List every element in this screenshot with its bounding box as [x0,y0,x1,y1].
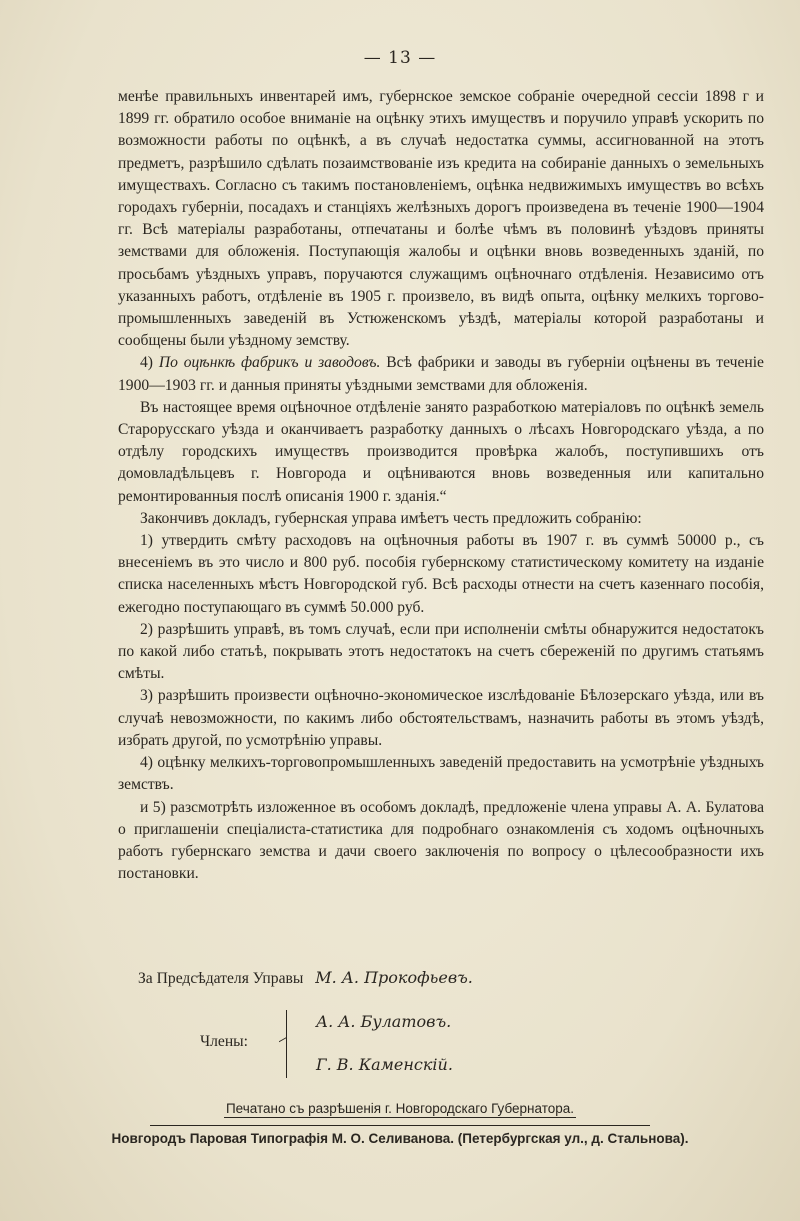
brace-divider [286,1010,297,1078]
proposal-4: 4) оцѣнку мелкихъ-торговопромышленныхъ заведеній предоставить на усмотрѣніе уѣздныхъ земствъ. [118,754,764,794]
page-number: — 13 — [363,48,437,68]
section-heading: По оцѣнкѣ фабрикъ и заводовъ. [158,354,381,372]
paragraph-text: Всѣ фабрики и заводы въ губерніи оцѣнены въ теченіе 1900—1903 гг. и данныя приняты уѣздными земствами для обложенія. [118,354,764,394]
proposal-5: и 5) разсмотрѣть изложенное въ особомъ докладѣ, предложеніе члена управы А. А. Булатова о приглашеніи спеціалиста-статистика для подробнаго ознакомленія съ ходомъ оцѣночныхъ работъ губернскаго земства и дачи своего заключенія по вопросу о цѣлесообразности ихъ постановки. [118,798,764,883]
member-signature-2: Г. В. Каменскій. [316,1055,453,1074]
members-label: Члены: [200,1033,248,1050]
proposal-1: 1) утвердить смѣту расходовъ на оцѣночныя работы въ 1907 г. въ суммѣ 50000 р., съ внесеніемъ въ это число и 800 руб. пособія губернскому статистическому комитету на изданіе списка населенныхъ мѣстъ Новгородской губ. Всѣ расходы отнести на счетъ казеннаго пособія, ежегодно поступающаго въ суммѣ 50.000 руб. [118,532,764,616]
footer-rule [150,1125,650,1126]
chair-signature [138,968,778,988]
chair-name: М. А. Прокофьевъ. [315,968,473,987]
paragraph-factories [118,352,764,396]
paragraph-conclusion: Закончивъ докладъ, губернская управа имѣетъ честь предложить собранію: [140,509,642,527]
paragraph-continuation: менѣе правильныхъ инвентарей имъ, губернское земское собраніе очередной сессіи 1898 г и 1899 гг. обратило особое вниманіе на оцѣнку этихъ имуществъ и поручило управѣ ускорить по возможности работы по оцѣнкѣ, а въ случаѣ недостатка суммы, ассигнованной на этотъ предметъ, разрѣшило сдѣлать позаимствованіе изъ кредита на собираніе данныхъ о земельныхъ имуществахъ. Согласно съ такимъ постановленіемъ, оцѣнка недвижимыхъ имуществъ во всѣхъ городахъ губерніи, посадахъ и станціяхъ желѣзныхъ дорогъ произведена въ теченіе 1900—1904 гг. Всѣ матеріалы разработаны, отпечатаны и болѣе чѣмъ въ половинѣ уѣздовъ приняты земствами для обложенія. Поступающія жалобы и оцѣнки вновь возведенныхъ зданій, по просьбамъ уѣздныхъ управъ, поручаются служащимъ оцѣночнаго отдѣленія. Независимо отъ указанныхъ работъ, отдѣленіе въ 1905 г. произвело, въ видѣ опыта, оцѣнку мелкихъ торгово-промышленныхъ заведеній въ Устюженскомъ уѣздѣ, матеріалы которой разработаны и сообщены были уѣздному земству. [118,88,764,350]
item-number: 4) [140,354,153,372]
imprint-text: Печатано съ разрѣшенія г. Новгородскаго Губернатора. [225,1101,575,1116]
proposal-3: 3) разрѣшить произвести оцѣночно-экономическое изслѣдованіе Бѣлозерскаго уѣзда, или въ случаѣ невозможности, по какимъ либо обстоятельствамъ, назначить работы въ этомъ уѣздѣ, избрать другой, по усмотрѣнію управы. [118,687,764,749]
proposal-2: 2) разрѣшить управѣ, въ томъ случаѣ, если при исполненіи смѣты обнаружится недостатокъ по какой либо статьѣ, покрывать этотъ недостатокъ на счетъ сбереженій по другимъ статьямъ смѣты. [118,620,764,683]
imprint-line [0,1101,800,1118]
chair-label: За Предсѣдателя Управы [138,970,304,987]
paragraph-current-work: Въ настоящее время оцѣночное отдѣленіе занято разработкою матеріаловъ по оцѣнкѣ земель Старорусскаго уѣзда и оканчиваетъ разработку данныхъ о лѣсахъ Новгородскаго уѣзда, а по отдѣлу городскихъ имуществъ производится провѣрка жалобъ, поступившихъ отъ домовладѣльцевъ г. Новгорода и оцѣниваются вновь возведенныя или капитально ремонтированныя послѣ описанія 1900 г. зданія.“ [118,398,764,505]
printer-line: Новгородъ Паровая Типографія М. О. Селиванова. (Петербургская ул., д. Стальнова). [111,1131,689,1146]
body-text [118,86,764,885]
member-signature-1: А. А. Булатовъ. [316,1012,452,1031]
